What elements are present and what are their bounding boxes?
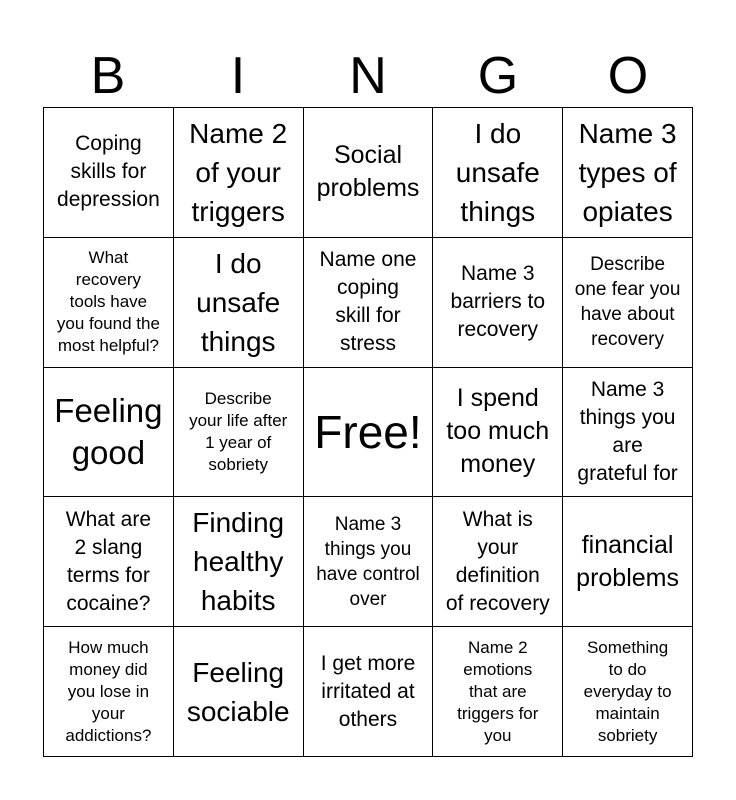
cell-text: I get more irritated at others (320, 651, 416, 731)
cell-text: Feeling good (54, 391, 163, 471)
bingo-cell[interactable] (433, 497, 563, 627)
bingo-cell[interactable] (44, 368, 174, 498)
cell-text: Name 3 things you have control over (316, 513, 420, 610)
bingo-cell[interactable] (174, 238, 304, 368)
free-space-text: Free! (314, 405, 422, 458)
cell-text: Name 3 types of opiates (578, 117, 677, 227)
bingo-cell[interactable] (304, 108, 434, 238)
header-letter-o: O (607, 47, 649, 105)
bingo-cell[interactable] (174, 627, 304, 757)
cell-text: Something to do everyday to maintain sobriety (583, 637, 672, 745)
cell-text: I do unsafe things (455, 117, 540, 227)
bingo-cell[interactable] (563, 497, 693, 627)
bingo-cell[interactable] (563, 627, 693, 757)
cell-text: Feeling sociable (186, 656, 290, 727)
header-letter-g: G (477, 47, 519, 105)
bingo-cell[interactable] (563, 368, 693, 498)
cell-text: Finding healthy habits (192, 507, 285, 617)
cell-text: I spend too much money (446, 384, 550, 479)
cell-text: Describe one fear you have about recovery (574, 254, 681, 351)
bingo-cell[interactable] (304, 627, 434, 757)
cell-text: What recovery tools have you found the most helpful? (56, 248, 160, 356)
bingo-cell[interactable] (433, 238, 563, 368)
bingo-cell[interactable] (44, 108, 174, 238)
bingo-cell[interactable] (563, 108, 693, 238)
bingo-cell[interactable] (304, 497, 434, 627)
cell-text: Social problems (316, 141, 420, 203)
cell-text: I do unsafe things (196, 247, 281, 357)
cell-text: How much money did you lose in your addictions? (65, 637, 152, 745)
bingo-board (43, 107, 693, 757)
cell-text: Coping skills for depression (57, 132, 160, 212)
bingo-header (43, 46, 693, 106)
cell-text: financial problems (576, 530, 679, 592)
bingo-cell[interactable] (304, 238, 434, 368)
cell-text: What are 2 slang terms for cocaine? (65, 507, 151, 615)
cell-text: Name one coping skill for stress (319, 248, 417, 356)
bingo-cell[interactable] (433, 627, 563, 757)
cell-text: What is your definition of recovery (445, 507, 550, 615)
bingo-cell[interactable] (44, 497, 174, 627)
bingo-cell[interactable] (44, 627, 174, 757)
header-letter-n: N (349, 47, 387, 105)
cell-text: Name 3 barriers to recovery (450, 262, 546, 342)
header-letter-i: I (230, 47, 246, 105)
bingo-cell[interactable] (174, 497, 304, 627)
bingo-cell[interactable] (174, 108, 304, 238)
header-letter-b: B (90, 47, 126, 105)
cell-text: Name 2 of your triggers (189, 117, 288, 227)
bingo-cell[interactable] (174, 368, 304, 498)
cell-text: Name 3 things you are grateful for (577, 377, 678, 485)
cell-text: Describe your life after 1 year of sobriety (189, 388, 288, 474)
bingo-cell[interactable] (44, 238, 174, 368)
free-space-cell[interactable] (304, 368, 434, 498)
cell-text: Name 2 emotions that are triggers for you (457, 637, 539, 745)
bingo-cell[interactable] (433, 108, 563, 238)
bingo-cell[interactable] (433, 368, 563, 498)
bingo-cell[interactable] (563, 238, 693, 368)
